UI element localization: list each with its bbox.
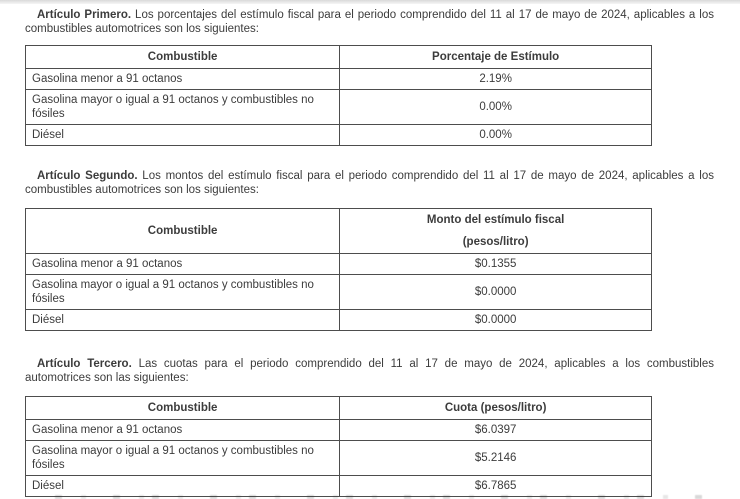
fuel-cell: Gasolina menor a 91 octanos [26,420,340,441]
table-row [26,275,652,310]
fuel-cell: Diésel [26,125,340,146]
fuel-cell: Gasolina mayor o igual a 91 octanos y combustibles no fósiles [26,90,340,125]
fuel-cell: Diésel [26,476,340,497]
table-header-row [26,46,652,69]
article-segundo-paragraph [25,169,714,197]
fuel-table-quotas [25,396,652,497]
article-primero-paragraph [25,8,714,36]
fuel-cell: Gasolina mayor o igual a 91 octanos y combustibles no fósiles [26,441,340,476]
document-body [0,4,740,497]
table-row [26,254,652,275]
fuel-cell: Gasolina menor a 91 octanos [26,254,340,275]
value-cell: $6.7865 [340,476,652,497]
value-cell: $6.0397 [340,420,652,441]
table-row [26,476,652,497]
fuel-cell: Diésel [26,310,340,331]
article-segundo-title: Artículo Segundo. [37,170,138,182]
fuel-table-percentages [25,45,652,146]
table-row [26,125,652,146]
value-cell: 0.00% [340,90,652,125]
value-cell: $5.2146 [340,441,652,476]
article-segundo-body: Los montos del estímulo fiscal para el periodo comprendido del 11 al 17 de mayo de 2024, aplicables a los combustibles automotrices son los siguientes: [25,170,714,196]
column-header-fuel: Combustible [26,397,340,420]
table-row [26,420,652,441]
column-header-fuel: Combustible [26,209,340,254]
article-tercero-section [25,357,714,497]
column-header-value: Porcentaje de Estímulo [340,46,652,69]
value-cell: 0.00% [340,125,652,146]
table-header-row [26,209,652,254]
value-cell: $0.0000 [340,275,652,310]
table-header-row [26,397,652,420]
table-row [26,310,652,331]
article-primero-section [25,8,714,146]
article-tercero-body: Las cuotas para el periodo comprendido del 11 al 17 de mayo de 2024, aplicables a los combustibles automotrices son las siguientes: [25,358,715,384]
value-cell: $0.1355 [340,254,652,275]
cutoff-text-line [55,495,715,499]
fuel-table-amounts [25,208,652,331]
article-primero-title: Artículo Primero. [37,9,132,21]
article-primero-body: Los porcentajes del estímulo fiscal para el periodo comprendido del 11 al 17 de mayo de 2024, aplicables a los combustibles automotrices son los siguientes: [25,9,714,35]
table-row [26,441,652,476]
article-tercero-paragraph [25,357,714,385]
fuel-cell: Gasolina menor a 91 octanos [26,69,340,90]
table-row [26,90,652,125]
value-cell: $0.0000 [340,310,652,331]
article-tercero-title: Artículo Tercero. [37,358,132,370]
table-row [26,69,652,90]
column-header-value: Monto del estímulo fiscal (pesos/litro) [340,209,652,254]
value-cell: 2.19% [340,69,652,90]
column-header-value: Cuota (pesos/litro) [340,397,652,420]
article-segundo-section [25,169,714,331]
column-header-fuel: Combustible [26,46,340,69]
fuel-cell: Gasolina mayor o igual a 91 octanos y combustibles no fósiles [26,275,340,310]
